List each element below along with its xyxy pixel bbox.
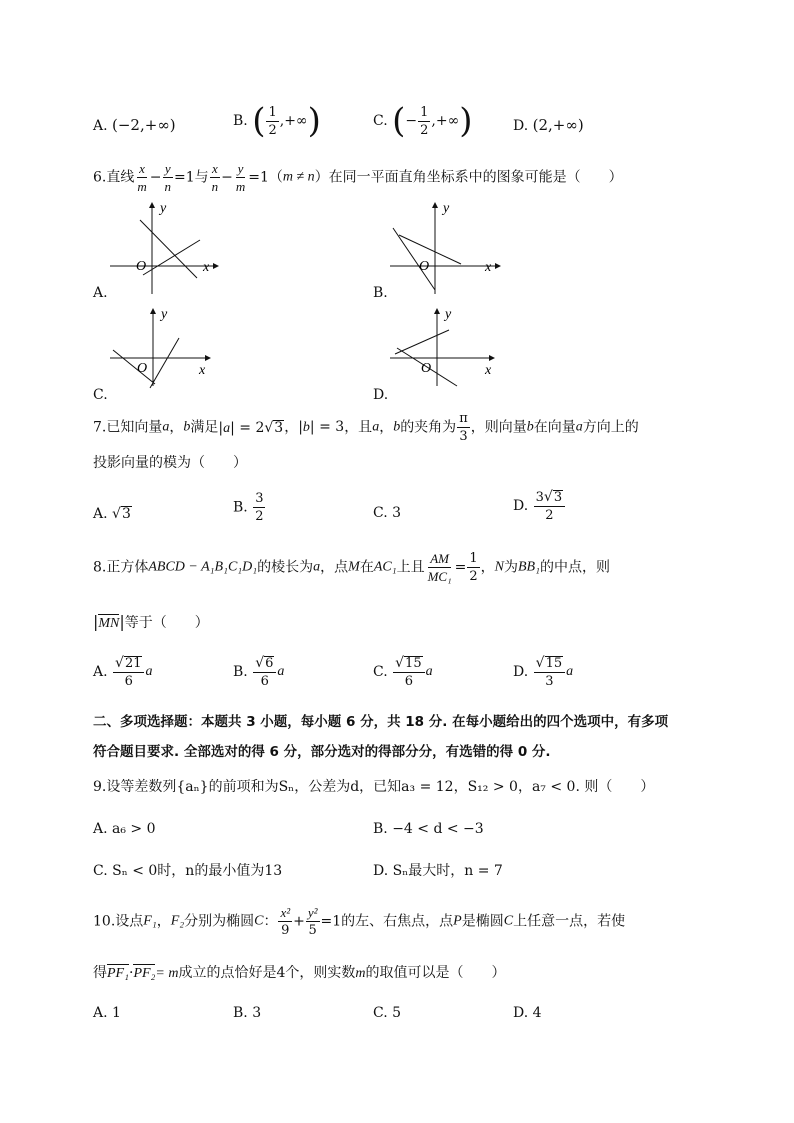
q6b-origin: O <box>419 259 430 274</box>
q8-stem: 8.正方体ABCD − A₁B₁C₁D₁的棱长为a，点M在AC₁上且 $\frac{AM}{\text{MC₁}}$ = $\frac{1}{2}$ ，N为BB₁的中点，则 <box>93 551 610 584</box>
q10-stem: 10.设点F₁，F₂分别为椭圆C： $\frac{\text{x²}}{9}$ + $\frac{\text{y²}}{5}$ =1的左、右焦点，点P是椭圆C上任意一点，若使 <box>93 905 626 938</box>
q6c-axis-y: y <box>161 307 168 322</box>
q6c-line-1 <box>113 350 155 384</box>
q7-stem: 7.已知向量a，b满足|a| = 2√3，|b| = 3，且a，b的夹角为 $\frac{\pi}{3}$ ，则向量b在向量a方向上的 <box>93 411 639 444</box>
q9-option-d: D. Sₙ最大时，n = 7 <box>373 863 503 879</box>
q7-stem-line2: 投影向量的模为（ ） <box>93 455 247 471</box>
q10-option-d: D. 4 <box>513 1005 542 1021</box>
q8-option-c: C. $\frac{√15}{6}$ a <box>373 655 433 689</box>
q5-option-b: B. ( $\frac{1}{2}$ ,+∞) <box>233 101 321 141</box>
q6c-line-2 <box>150 338 179 388</box>
q6b-axis-y: y <box>443 201 450 216</box>
q5-option-a: A. (−2,+∞) <box>93 116 176 134</box>
section2-heading-line2: 符合题目要求. 全部选对的得 6 分，部分选对的得部分分，有选错的得 0 分. <box>93 744 551 760</box>
q6c-axis-x: x <box>199 363 206 378</box>
q9-option-c: C. Sₙ < 0时，n的最小值为13 <box>93 863 283 879</box>
q6-graph-a <box>105 198 225 298</box>
q6d-axis-x: x <box>485 363 492 378</box>
q5-option-c: C. (− $\frac{1}{2}$ ,+∞) <box>373 101 473 141</box>
q6b-axis-x: x <box>485 260 492 275</box>
q10-option-a: A. 1 <box>93 1005 121 1021</box>
q6b-line-2 <box>399 235 461 264</box>
q6a-axis-y: y <box>160 201 167 216</box>
q9-option-a: A. a₆ > 0 <box>93 821 156 837</box>
q6-stem: 6.直线 $\frac{x}{m}$ − $\frac{y}{n}$ =1与 $\frac{x}{n}$ − $\frac{y}{m}$ =1（m ≠ n）在同一平面直角坐标系中的图象可能是（ ） <box>93 161 623 194</box>
q6-graph-b <box>385 198 505 298</box>
q10-option-b: B. 3 <box>233 1005 262 1021</box>
q7-option-a: A. √3 <box>93 506 131 522</box>
q6d-line-1 <box>395 330 449 354</box>
q6-label-b: B. <box>373 285 388 301</box>
q9-stem: 9.设等差数列{aₙ}的前项和为Sₙ，公差为d，已知a₃ = 12，S₁₂ > 0，a₇ < 0. 则（ ） <box>93 779 655 795</box>
q6-graph-c <box>105 302 225 392</box>
q6-graph-d <box>385 302 505 392</box>
q6-label-a: A. <box>93 285 108 301</box>
q8-option-b: B. $\frac{√6}{6}$ a <box>233 655 285 689</box>
q10-stem-line2: 得PF₁·PF₂= m成立的点恰好是4个，则实数m的取值可以是（ ） <box>93 965 506 981</box>
q7-option-c: C. 3 <box>373 505 402 521</box>
q6c-origin: O <box>137 361 148 376</box>
section2-heading-line1: 二、多项选择题：本题共 3 小题，每小题 6 分，共 18 分. 在每小题给出的四个选项中，有多项 <box>93 714 669 730</box>
q7-option-b: B. $\frac{3}{2}$ <box>233 491 264 524</box>
q7-option-d: D. $\frac{3√3}{2}$ <box>513 490 566 522</box>
q6-label-d: D. <box>373 387 389 403</box>
q8-stem-line2: |MN|等于（ ） <box>93 612 209 631</box>
q6a-origin: O <box>136 259 147 274</box>
q6d-axis-y: y <box>445 307 452 322</box>
q6-label-c: C. <box>93 387 108 403</box>
q6a-line-1 <box>140 220 197 278</box>
q6d-origin: O <box>421 361 432 376</box>
q8-option-a: A. $\frac{√21}{6}$ a <box>93 655 153 689</box>
q10-option-c: C. 5 <box>373 1005 402 1021</box>
q5-option-d: D. (2,+∞) <box>513 116 584 134</box>
q8-option-d: D. $\frac{√15}{3}$ a <box>513 655 574 689</box>
q6a-axis-x: x <box>203 260 210 275</box>
q9-option-b: B. −4 < d < −3 <box>373 821 484 837</box>
